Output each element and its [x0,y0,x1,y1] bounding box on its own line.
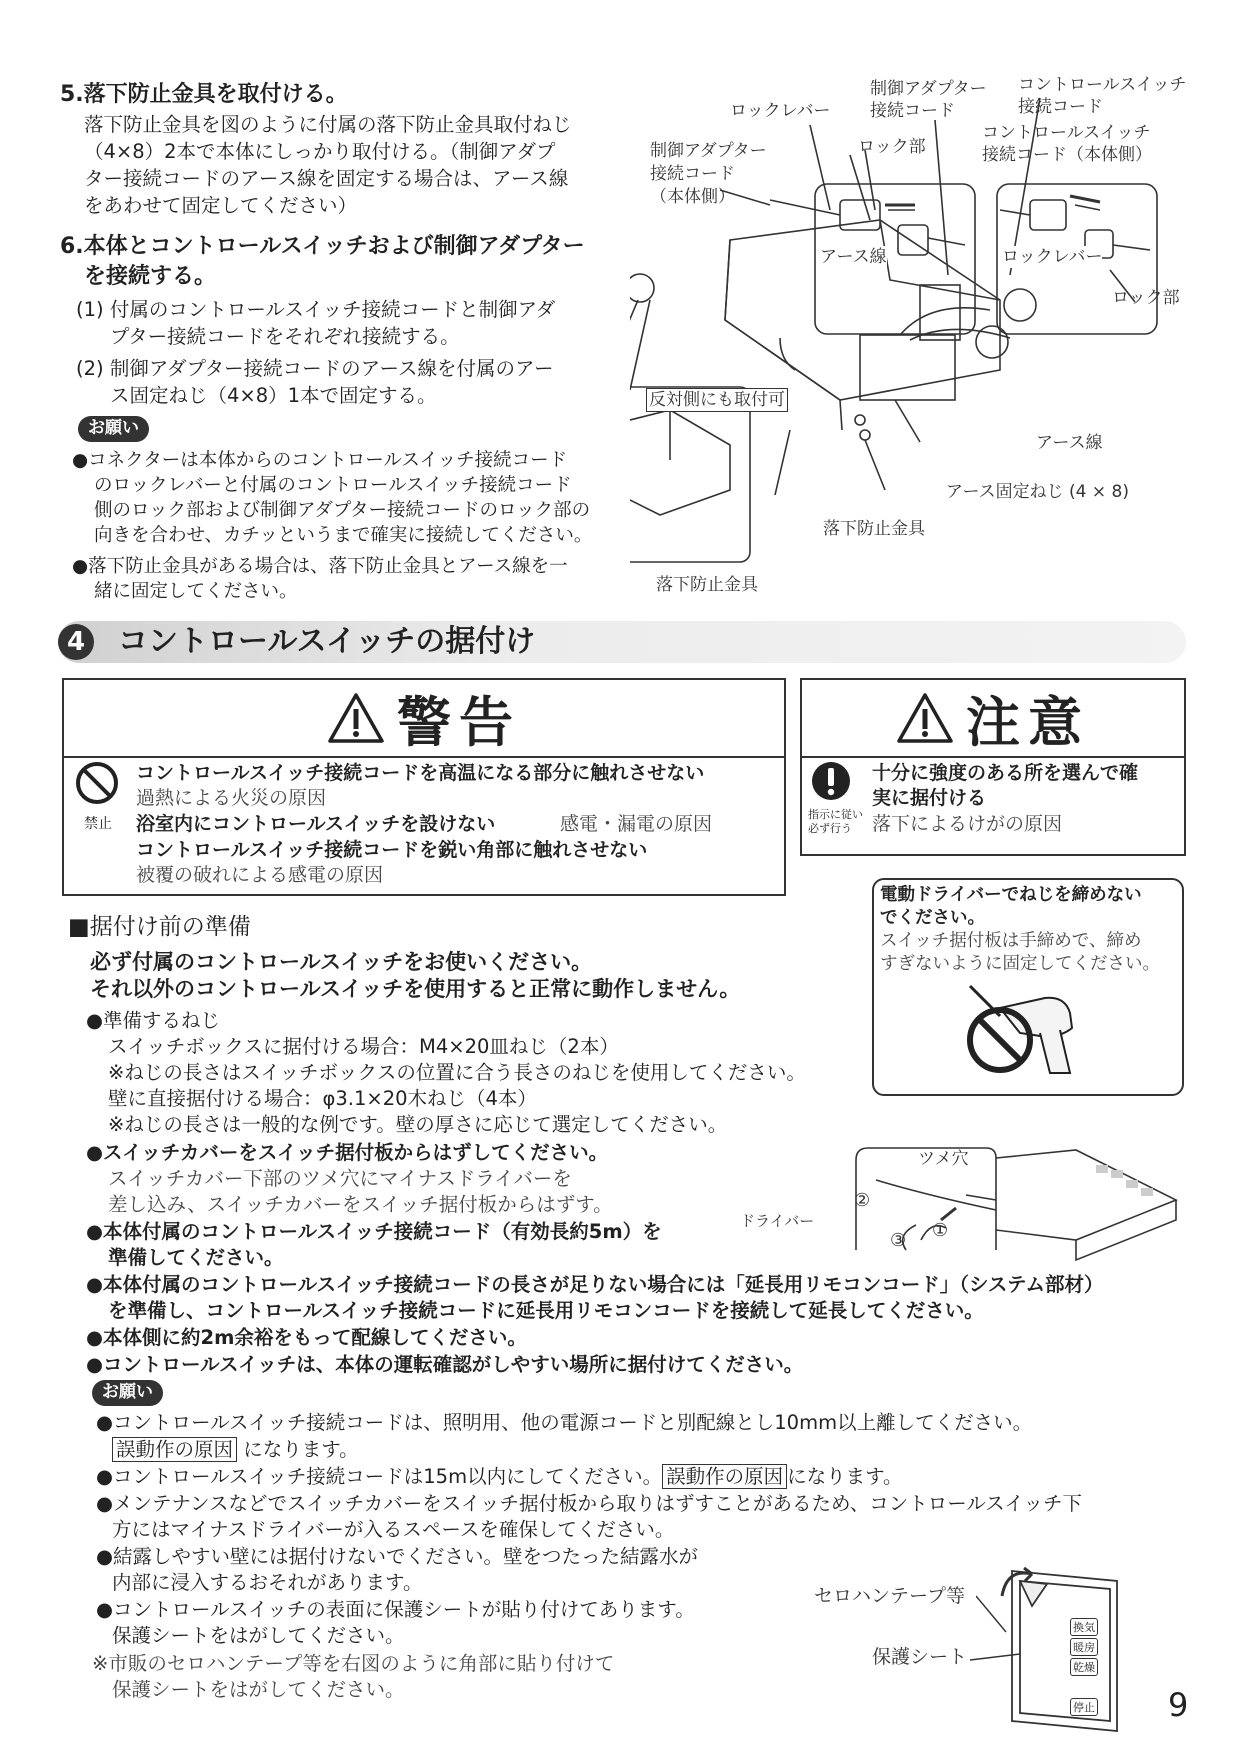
request1-bullet2-2: 緒に固定してください。 [94,581,298,602]
prep-screws-1: スイッチボックスに据付ける場合：M4×20皿ねじ（2本） [108,1035,619,1058]
request2-note-1: ※市販のセロハンテープ等を右図のように角部に貼り付けて [92,1652,615,1675]
prep-screws-2: ※ねじの長さはスイッチボックスの位置に合う長さのねじを使用してください。 [108,1061,806,1084]
label-ctrl-adapter-body-3: （本体側） [650,187,735,207]
prep-cover-2: 差し込み、スイッチカバーをスイッチ据付板からはずす。 [108,1193,613,1216]
label-lock-part-top: ロック部 [858,137,926,157]
page-number: 9 [1168,1686,1189,1724]
caution-line-1: 十分に強度のある所を選んで確 [872,762,1139,784]
prep-cord-1: ●本体付属のコントロールスイッチ接続コード（有効長約5m）を [86,1220,662,1243]
request2-b3-2: 方にはマイナスドライバーが入るスペースを確保してください。 [112,1518,675,1541]
label-ctrl-adapter-body-2: 接続コード [650,164,735,184]
step6-title-1: 6.本体とコントロールスイッチおよび制御アダプター [60,234,585,259]
step5-body-2: （4×8）2本で本体にしっかり取付ける。（制御アダプ [84,140,556,163]
request-badge-1: お願い [78,416,149,442]
request2-b5-2: 保護シートをはがしてください。 [112,1624,405,1647]
label-ctrl-switch-cord-1: コントロールスイッチ [1018,75,1187,95]
sheet-leader-line [970,1650,1030,1670]
protective-sheet-diagram [992,1556,1132,1736]
prep-slack: ●本体側に約2m余裕をもって配線してください。 [86,1326,527,1349]
prep-ext-2: を準備し、コントロールスイッチ接続コードに延長用リモコンコードを接続して延長してください。 [108,1299,984,1322]
driver-note-2: でください。 [880,908,985,928]
driver-note-3: スイッチ据付板は手締めで、締め [880,931,1142,951]
tape-leader-line [976,1592,1026,1642]
step5-title: 5.落下防止金具を取付ける。 [60,82,348,107]
label-ctrl-switch-body-2: 接続コード（本体側） [982,145,1152,165]
warning-line-3: コントロールスイッチ接続コードを鋭い角部に触れさせない [136,839,648,861]
electric-driver-prohibited-icon [960,978,1110,1088]
label-ctrl-adapter-body-1: 制御アダプター [650,141,767,161]
warning-header [64,680,784,758]
prep-cover-title: ●スイッチカバーをスイッチ据付板からはずしてください。 [86,1141,609,1164]
warning-title: 警告 [397,690,521,754]
step6-item2-1: (2) 制御アダプター接続コードのアース線を付属のアー [76,357,554,380]
request2-b4-1: ●結露しやすい壁には据付けないでください。壁をつたった結露水が [96,1545,699,1568]
instruct-label-1: 指示に従い [808,808,863,821]
label-cellophane-tape: セロハンテープ等 [814,1585,966,1607]
step6-item2-2: ス固定ねじ（4×8）1本で固定する。 [110,384,437,407]
label-earth-wire-inset: アース線 [820,247,887,267]
request-badge-2: お願い [92,1380,163,1406]
request2-b3-1: ●メンテナンスなどでスイッチカバーをスイッチ据付板から取りはずすことがあるため、コントロールスイッチ下 [96,1492,1082,1515]
label-earth-screw: アース固定ねじ (4 × 8) [946,482,1129,502]
step5-body-1: 落下防止金具を図のように付属の落下防止金具取付ねじ [84,113,572,136]
label-tsume-hole: ツメ穴 [918,1149,969,1169]
caution-line-2: 実に据付ける [872,787,987,809]
step5-body-4: をあわせて固定してください） [84,194,358,217]
request1-bullet1-1: ●コネクターは本体からのコントロールスイッチ接続コード [72,450,568,471]
prep-heading: ■据付け前の準備 [68,914,251,940]
request2-b2: ●コントロールスイッチ接続コードは15m以内にしてください。 誤動作の原因 になります。 [96,1465,903,1488]
warning-cause-3: 被覆の破れによる感電の原因 [136,864,384,886]
step-num-1: ① [932,1220,949,1241]
label-ctrl-adapter-cord-2: 接続コード [870,101,955,121]
prep-lead-2: それ以外のコントロールスイッチを使用すると正常に動作しません。 [90,977,741,1001]
caution-title: 注意 [966,690,1090,754]
step6-item1-1: (1) 付属のコントロールスイッチ接続コードと制御アダ [76,298,556,321]
warning-line-2: 浴室内にコントロールスイッチを設けない [136,813,496,835]
label-lock-part-right: ロック部 [1112,288,1180,308]
instruct-label-2: 必ず行う [808,822,852,835]
request2-note-2: 保護シートをはがしてください。 [112,1678,405,1701]
prep-screws-3: 壁に直接据付ける場合：φ3.1×20木ねじ（4本） [108,1087,537,1110]
btn-ventilate: 換気 [1070,1618,1098,1636]
btn-heat: 暖房 [1070,1638,1098,1656]
step-num-2: ② [854,1190,871,1211]
label-lock-lever-top: ロックレバー [730,101,831,121]
prep-cord-2: 準備してください。 [108,1246,284,1269]
warning-cause-2: 感電・漏電の原因 [560,813,713,835]
request2-b1-1: ●コントロールスイッチ接続コードは、照明用、他の電源コードと別配線とし10mm以上離してください。 [96,1411,1033,1434]
request2-b1-2: 誤動作の原因 になります。 [112,1437,359,1463]
request2-b4-2: 内部に浸入するおそれがあります。 [112,1571,423,1594]
label-driver: ドライバー [740,1212,815,1230]
prep-cover-1: スイッチカバー下部のツメ穴にマイナスドライバーを [108,1167,572,1190]
warning-cause-1: 過熱による火災の原因 [136,787,327,809]
btn-dry: 乾燥 [1070,1658,1098,1676]
driver-note-4: すぎないように固定してください。 [880,954,1160,974]
section-title: コントロールスイッチの据付け [118,624,536,659]
request1-bullet1-3: 側のロック部および制御アダプター接続コードのロック部の [94,500,591,521]
label-fall-bracket-2: 落下防止金具 [656,575,758,595]
driver-note-1: 電動ドライバーでねじを締めない [880,885,1142,905]
instruction-icon [810,760,852,802]
label-earth-wire: アース線 [1036,433,1103,453]
request1-bullet1-2: のロックレバーと付属のコントロールスイッチ接続コード [94,475,572,496]
step5-body-3: ター接続コードのアース線を固定する場合は、アース線 [84,167,569,190]
step-num-3: ③ [890,1230,907,1251]
section-number: 4 [58,624,94,660]
prep-screws-title: ●準備するねじ [86,1009,221,1032]
label-ctrl-switch-cord-2: 接続コード [1018,97,1103,117]
label-ctrl-adapter-cord-1: 制御アダプター [870,79,987,99]
prep-location: ●コントロールスイッチは、本体の運転確認がしやすい場所に据付けてください。 [86,1353,804,1376]
caution-triangle-icon [896,692,954,744]
warning-triangle-icon [327,692,385,744]
caution-cause: 落下によるけがの原因 [872,813,1063,835]
step6-title-2: を接続する。 [84,264,217,289]
prep-ext-1: ●本体付属のコントロールスイッチ接続コードの長さが足りない場合には「延長用リモコンコード」（システム部材） [86,1273,1104,1296]
label-protective-sheet: 保護シート [872,1646,968,1668]
prep-lead-1: 必ず付属のコントロールスイッチをお使いください。 [90,950,593,974]
prohibit-icon [74,760,120,806]
label-ctrl-switch-body-1: コントロールスイッチ [982,123,1151,143]
label-lock-lever-inset: ロックレバー [1002,247,1103,267]
prohibit-label: 禁止 [84,816,112,832]
step6-item1-2: プター接続コードをそれぞれ接続する。 [110,325,460,348]
prep-screws-4: ※ねじの長さは一般的な例です。壁の厚さに応じて選定してください。 [108,1113,728,1136]
warning-line-1: コントロールスイッチ接続コードを高温になる部分に触れさせない [136,762,705,784]
caution-header [802,680,1184,758]
label-fall-bracket-1: 落下防止金具 [823,519,925,539]
label-opposite-side: 反対側にも取付可 [646,388,788,412]
request1-bullet1-4: 向きを合わせ、カチッというまで確実に接続してください。 [94,525,593,546]
request1-bullet2-1: ●落下防止金具がある場合は、落下防止金具とアース線を一 [72,556,568,577]
btn-stop: 停止 [1070,1698,1098,1716]
request2-b5-1: ●コントロールスイッチの表面に保護シートが貼り付けてあります。 [96,1598,695,1621]
